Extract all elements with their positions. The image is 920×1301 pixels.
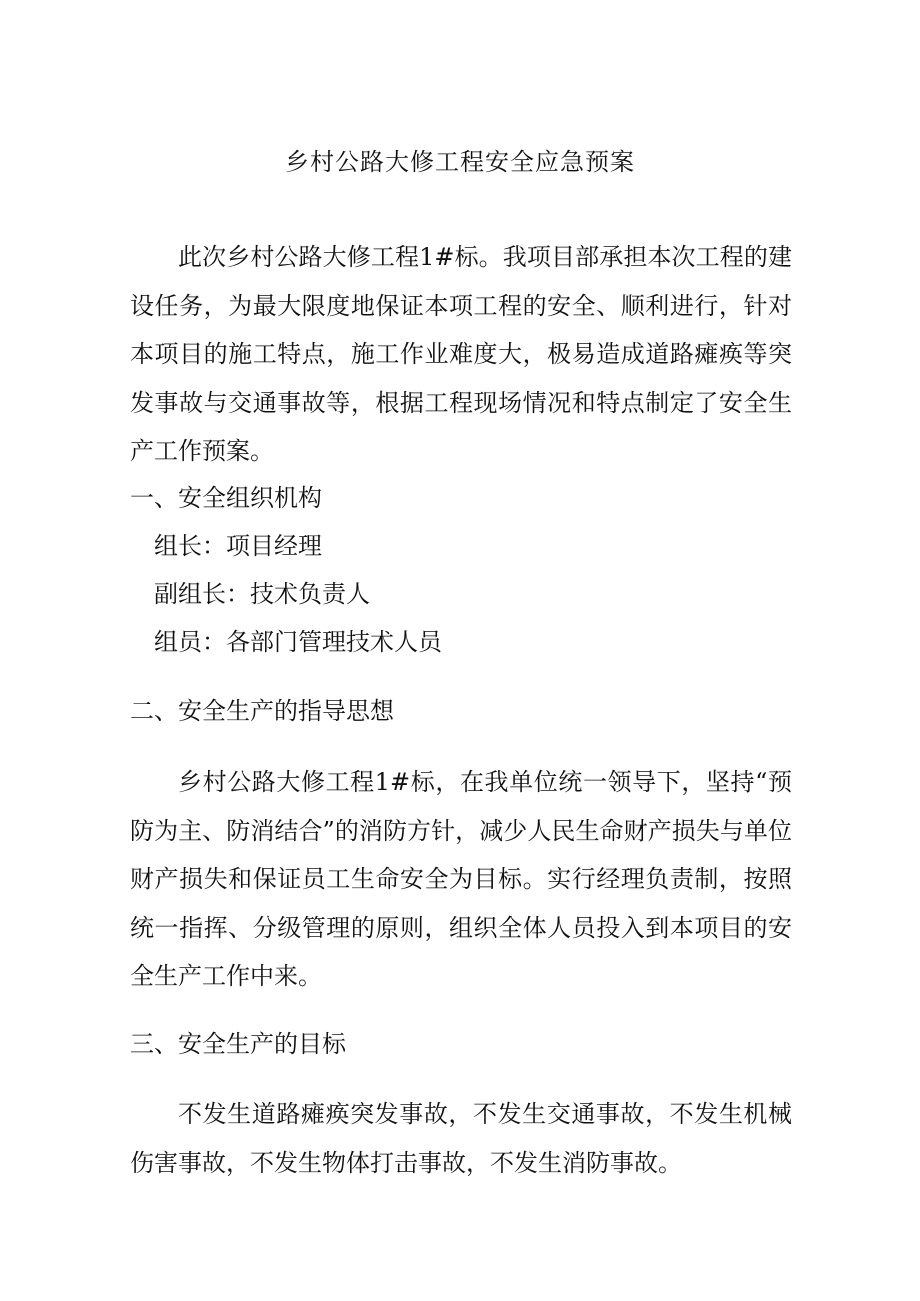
section2-heading: 二、安全生产的指导思想 <box>130 697 394 725</box>
intro-paragraph: 此次乡村公路大修工程1#标。我项目部承担本次工程的建设任务，为最大限度地保证本项工程的安全、顺利进行，针对本项目的施工特点，施工作业难度大，极易造成道路瘫痪等突发事故与交通事故等，根据工程现场情况和特点制定了安全生产工作预案。 <box>130 243 792 465</box>
document-title: 乡村公路大修工程安全应急预案 <box>285 148 635 176</box>
section2-paragraph: 乡村公路大修工程1#标，在我单位统一领导下，坚持“预防为主、防消结合”的消防方针，减少人民生命财产损失与单位财产损失和保证员工生命安全为目标。实行经理负责制，按照统一指挥、分级管理的原则，组织全体人员投入到本项目的安全生产工作中来。 <box>130 768 792 990</box>
section1-heading: 一、安全组织机构 <box>130 484 322 512</box>
section3-paragraph: 不发生道路瘫痪突发事故，不发生交通事故，不发生机械伤害事故，不发生物体打击事故，不发生消防事故。 <box>130 1100 792 1177</box>
section1-deputy: 副组长：技术负责人 <box>154 580 370 608</box>
section3-heading: 三、安全生产的目标 <box>130 1030 346 1058</box>
section1-leader: 组长：项目经理 <box>154 532 322 560</box>
section1-members: 组员：各部门管理技术人员 <box>154 628 442 656</box>
